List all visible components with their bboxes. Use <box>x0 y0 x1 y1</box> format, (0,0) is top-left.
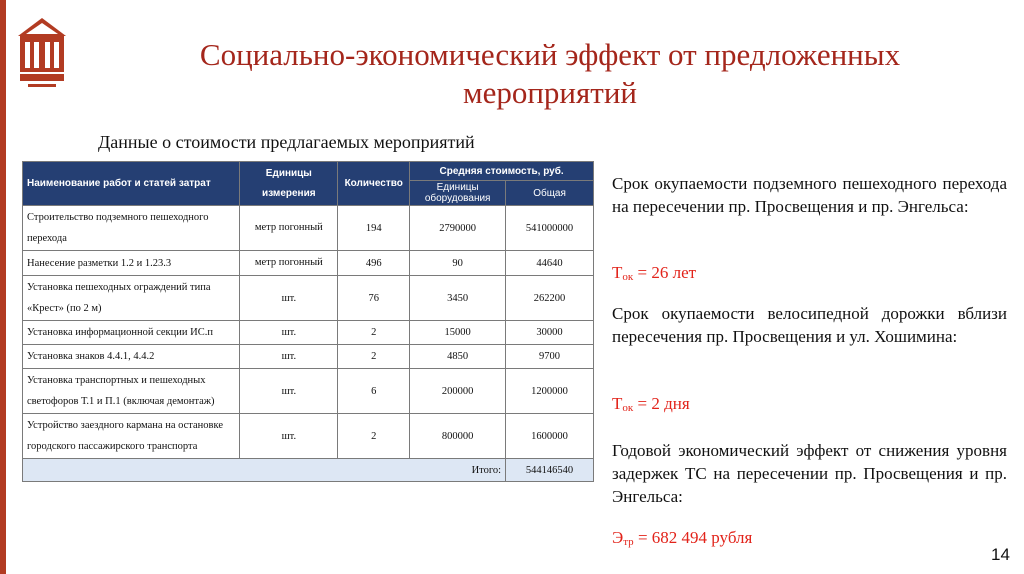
row-total: 1200000 <box>506 369 594 414</box>
row-total: 262200 <box>506 276 594 321</box>
row-total: 9700 <box>506 345 594 369</box>
header-name: Наименование работ и статей затрат <box>23 162 240 206</box>
university-logo <box>16 12 68 92</box>
row-name: Установка транспортных и пешеходных светофоров Т.1 и П.1 (включая демонтаж) <box>23 369 240 414</box>
total-value: 544146540 <box>506 459 594 482</box>
payback-underpass-text <box>612 172 1007 218</box>
formula-value: = 682 494 рубля <box>633 528 753 547</box>
row-total: 1600000 <box>506 414 594 459</box>
row-total: 44640 <box>506 251 594 276</box>
left-accent-bar <box>0 0 6 574</box>
cost-table <box>22 161 594 482</box>
table-row <box>23 321 594 345</box>
header-unit-cost: Единицы оборудования <box>410 181 506 206</box>
slide-title: Социально-экономический эффект от предложенных мероприятий <box>199 37 901 110</box>
table-row <box>23 276 594 321</box>
row-unit-cost: 200000 <box>410 369 506 414</box>
row-unit: метр погонный <box>240 206 338 251</box>
row-unit-cost: 15000 <box>410 321 506 345</box>
row-unit: шт. <box>240 345 338 369</box>
page-number: 14 <box>991 545 1010 564</box>
annual-effect-text <box>612 439 1007 508</box>
row-name: Установка знаков 4.4.1, 4.4.2 <box>23 345 240 369</box>
row-unit: шт. <box>240 321 338 345</box>
payback-bikepath-paragraph: Срок окупаемости велосипедной дорожки вблизи пересечения пр. Просвещения и ул. Хошимина: <box>612 304 1007 346</box>
formula-value: = 2 дня <box>633 394 690 413</box>
payback-bikepath-text <box>612 302 1007 348</box>
row-qty: 6 <box>338 369 410 414</box>
row-qty: 496 <box>338 251 410 276</box>
table-row <box>23 251 594 276</box>
row-unit-cost: 4850 <box>410 345 506 369</box>
row-unit-cost: 2790000 <box>410 206 506 251</box>
row-unit-cost: 90 <box>410 251 506 276</box>
row-qty: 76 <box>338 276 410 321</box>
formula-value: = 26 лет <box>633 263 697 282</box>
row-unit: шт. <box>240 276 338 321</box>
header-qty: Количество <box>338 162 410 206</box>
row-total: 541000000 <box>506 206 594 251</box>
formula-symbol: Э <box>612 528 624 547</box>
row-name: Строительство подземного пешеходного перехода <box>23 206 240 251</box>
formula-symbol: Т <box>612 263 623 282</box>
table-row <box>23 369 594 414</box>
row-unit-cost: 3450 <box>410 276 506 321</box>
row-qty: 2 <box>338 321 410 345</box>
row-name: Нанесение разметки 1.2 и 1.23.3 <box>23 251 240 276</box>
row-unit: метр погонный <box>240 251 338 276</box>
table-row <box>23 345 594 369</box>
payback-underpass-formula <box>612 263 696 283</box>
row-unit-cost: 800000 <box>410 414 506 459</box>
row-qty: 2 <box>338 345 410 369</box>
row-name: Установка информационной секции ИС.п <box>23 321 240 345</box>
annual-effect-paragraph: Годовой экономический эффект от снижения уровня задержек ТС на пересечении пр. Просвещения и пр. Энгельса: <box>612 441 1007 506</box>
table-row <box>23 206 594 251</box>
row-unit: шт. <box>240 414 338 459</box>
formula-subscript: ок <box>622 402 634 414</box>
formula-symbol: Т <box>612 394 623 413</box>
annual-effect-formula <box>612 528 752 548</box>
total-row <box>23 459 594 482</box>
row-name: Устройство заездного кармана на остановке городского пассажирского транспорта <box>23 414 240 459</box>
payback-bikepath-formula <box>612 394 690 414</box>
formula-subscript: ок <box>622 271 634 283</box>
formula-subscript: тр <box>623 536 634 548</box>
row-qty: 194 <box>338 206 410 251</box>
table-row <box>23 414 594 459</box>
row-qty: 2 <box>338 414 410 459</box>
header-avg-cost: Средняя стоимость, руб. <box>410 162 594 181</box>
row-name: Установка пешеходных ограждений типа «Крест» (по 2 м) <box>23 276 240 321</box>
row-total: 30000 <box>506 321 594 345</box>
total-label: Итого: <box>23 459 506 482</box>
table-caption: Данные о стоимости предлагаемых мероприятий <box>98 132 475 152</box>
header-total-cost: Общая <box>506 181 594 206</box>
payback-underpass-paragraph: Срок окупаемости подземного пешеходного перехода на пересечении пр. Просвещения и пр. Энгельса: <box>612 174 1007 216</box>
header-unit: Единицы измерения <box>240 162 338 206</box>
row-unit: шт. <box>240 369 338 414</box>
